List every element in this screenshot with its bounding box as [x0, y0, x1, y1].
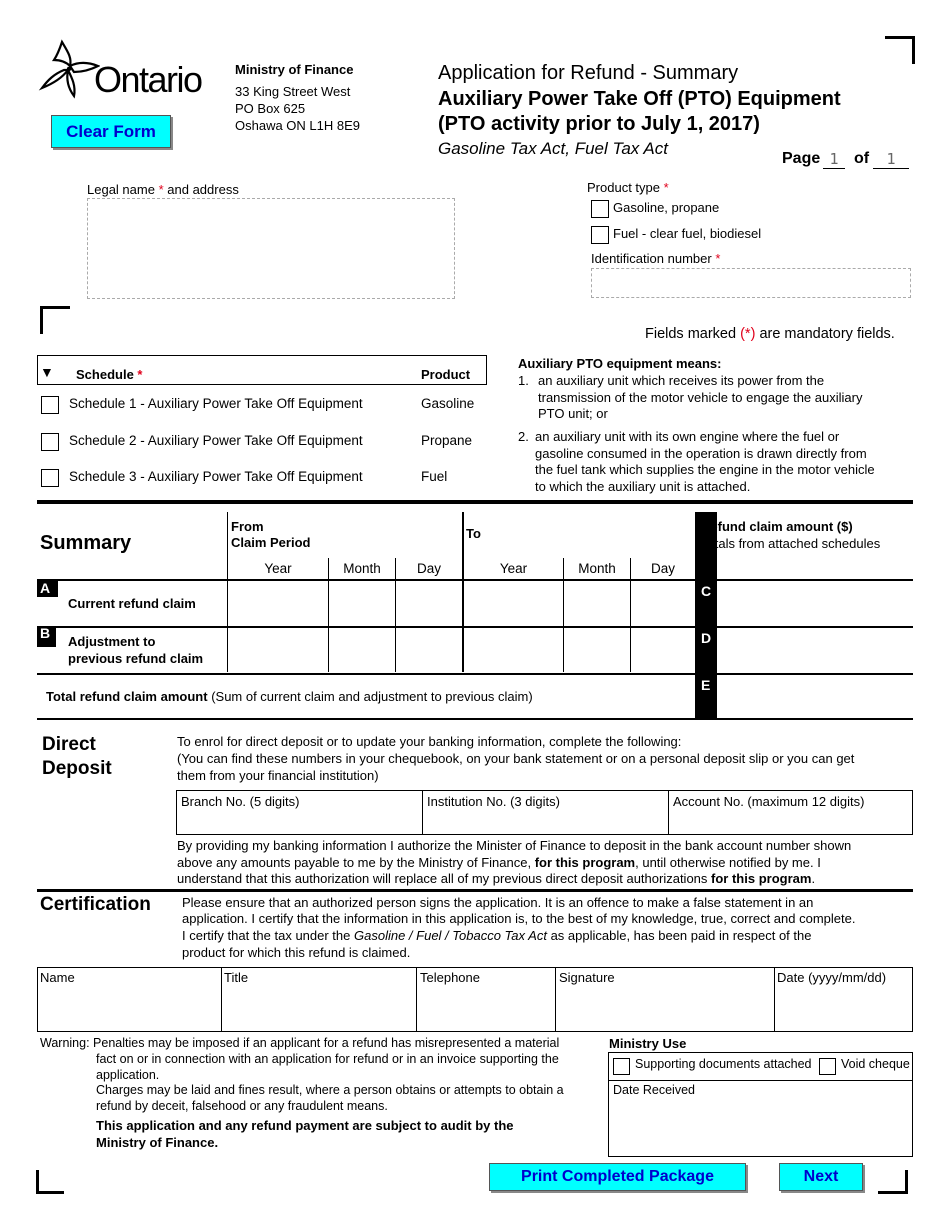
schedule-column-header: Schedule *	[76, 367, 143, 382]
summary-divider-from	[227, 512, 228, 672]
page-label: Page	[782, 150, 821, 167]
ministry-use-title: Ministry Use	[609, 1036, 687, 1051]
current-from-year-input[interactable]	[229, 582, 327, 625]
ontario-logo	[38, 38, 218, 102]
warning-line2: fact on or in connection with an application for refund or in an invoice supporting the	[96, 1052, 559, 1066]
adjustment-from-day-input[interactable]	[397, 629, 461, 672]
pto-means-item2-line1: an auxiliary unit with its own engine where the fuel or	[535, 429, 840, 444]
void-cheque-label: Void cheque	[841, 1057, 910, 1071]
direct-deposit-title-line1: Direct	[42, 734, 96, 755]
title-field[interactable]	[221, 967, 417, 1032]
page-number-field[interactable]: 1	[823, 150, 845, 169]
date-label: Date (yyyy/mm/dd)	[777, 970, 887, 985]
clear-form-button[interactable]: Clear Form	[51, 115, 171, 148]
from-label: From	[231, 519, 264, 534]
schedule-1-checkbox[interactable]	[41, 396, 59, 414]
schedule-3-product: Fuel	[421, 469, 448, 484]
schedule-3-label: Schedule 3 - Auxiliary Power Take Off Equipment	[69, 469, 363, 484]
of-label: of	[854, 150, 870, 167]
name-label: Name	[40, 970, 75, 985]
corner-mark-top-right	[885, 36, 915, 64]
telephone-label: Telephone	[420, 970, 480, 985]
identification-number-field[interactable]	[591, 268, 911, 298]
form-subtitle-period: (PTO activity prior to July 1, 2017)	[438, 113, 760, 135]
certification-top-rule	[37, 889, 913, 892]
institution-number-label: Institution No. (3 digits)	[427, 794, 560, 809]
ministry-address-line3: Oshawa ON L1H 8E9	[235, 118, 361, 133]
supporting-documents-label: Supporting documents attached	[635, 1057, 812, 1071]
row-e-letter: E	[701, 677, 711, 693]
ministry-name: Ministry of Finance	[235, 62, 354, 77]
certification-line4: product for which this refund is claimed.	[182, 945, 411, 960]
current-to-year-input[interactable]	[465, 582, 562, 625]
identification-number-label: Identification number *	[591, 251, 721, 266]
title-label: Title	[224, 970, 249, 985]
to-month-header: Month	[578, 561, 616, 576]
gasoline-propane-label: Gasoline, propane	[613, 200, 720, 215]
legal-name-address-field[interactable]	[87, 198, 455, 299]
product-column-header: Product	[421, 367, 471, 382]
pto-means-item2-line3: the fuel tank which supplies the engine in the motor vehicle	[535, 462, 875, 477]
current-to-month-input[interactable]	[565, 582, 629, 625]
mandatory-note: Fields marked (*) are mandatory fields.	[645, 326, 895, 342]
current-from-month-input[interactable]	[330, 582, 394, 625]
summary-bottom-rule	[37, 718, 913, 720]
total-refund-label: Total refund claim amount (Sum of current claim and adjustment to previous claim)	[46, 689, 533, 704]
summary-divider-to	[462, 512, 464, 672]
summary-row-e-top	[37, 673, 913, 675]
row-a-letter: A	[37, 580, 58, 597]
deposit-intro-line2: (You can find these numbers in your chequebook, on your bank statement or on a personal deposit slip or you can get	[177, 751, 855, 766]
pto-means-item1-number: 1.	[518, 373, 529, 388]
current-refund-claim-label: Current refund claim	[68, 596, 196, 611]
adjustment-label-line2: previous refund claim	[68, 651, 204, 666]
refund-claim-title: Refund claim amount ($)	[701, 519, 853, 534]
refund-claim-subtitle: Totals from attached schedules	[701, 536, 881, 551]
pto-means-title: Auxiliary PTO equipment means:	[518, 356, 722, 371]
pto-means-item1-line2: transmission of the motor vehicle to engage the auxiliary	[538, 390, 863, 405]
adjustment-from-year-input[interactable]	[229, 629, 327, 672]
summary-top-rule	[37, 500, 913, 504]
warning-line4: Charges may be laid and fines result, where a person obtains or attempts to obtain a	[96, 1083, 564, 1097]
fuel-checkbox[interactable]	[591, 226, 609, 244]
form-title: Application for Refund - Summary	[438, 62, 739, 84]
logo-wordmark: Ontario	[94, 59, 202, 100]
adjustment-to-month-input[interactable]	[565, 629, 629, 672]
schedule-1-label: Schedule 1 - Auxiliary Power Take Off Equipment	[69, 396, 363, 411]
form-acts: Gasoline Tax Act, Fuel Tax Act	[438, 139, 668, 158]
ministry-address-line2: PO Box 625	[235, 101, 306, 116]
pto-means-item2-number: 2.	[518, 429, 529, 444]
product-type-label: Product type *	[587, 180, 669, 195]
form-subtitle: Auxiliary Power Take Off (PTO) Equipment	[438, 88, 841, 110]
adjustment-amount-input[interactable]	[718, 629, 912, 672]
pto-means-item1-line1: an auxiliary unit which receives its power from the	[538, 373, 825, 388]
summary-row-a-top	[37, 579, 913, 581]
next-button[interactable]: Next	[779, 1163, 863, 1191]
certification-title: Certification	[40, 894, 151, 915]
from-day-header: Day	[416, 561, 441, 576]
schedule-1-product: Gasoline	[421, 396, 475, 411]
audit-notice-line2: Ministry of Finance.	[96, 1135, 219, 1150]
row-c-letter: C	[701, 583, 712, 599]
gasoline-propane-checkbox[interactable]	[591, 200, 609, 218]
adjustment-to-year-input[interactable]	[465, 629, 562, 672]
direct-deposit-title-line2: Deposit	[42, 758, 112, 779]
current-from-day-input[interactable]	[397, 582, 461, 625]
schedule-3-checkbox[interactable]	[41, 469, 59, 487]
certification-line1: Please ensure that an authorized person signs the application. It is an offence to make a false statement in an	[182, 895, 814, 910]
certification-line2: application. I certify that the information in this application is, to the best of my knowledge, true, correct and complete.	[182, 911, 856, 926]
pto-means-item2-line2: gasoline consumed in the operation is drawn directly from	[535, 446, 867, 461]
void-cheque-checkbox[interactable]	[819, 1058, 836, 1075]
adjustment-to-day-input[interactable]	[632, 629, 694, 672]
corner-mark-bottom-left	[36, 1170, 64, 1194]
current-refund-amount-input[interactable]	[718, 582, 912, 625]
to-year-header: Year	[499, 561, 528, 576]
pto-means-item1-line3: PTO unit; or	[538, 406, 608, 421]
from-month-header: Month	[343, 561, 381, 576]
deposit-auth-line2: above any amounts payable to me by the Ministry of Finance, for this program, until otherwise notified by me. I	[177, 855, 821, 870]
to-day-header: Day	[650, 561, 675, 576]
deposit-intro-line1: To enrol for direct deposit or to update your banking information, complete the following:	[177, 734, 682, 749]
adjustment-label-line1: Adjustment to	[68, 634, 156, 649]
date-received-label: Date Received	[613, 1083, 695, 1097]
ministry-address-line1: 33 King Street West	[235, 84, 351, 99]
page-total-field[interactable]: 1	[873, 150, 909, 169]
schedule-2-product: Propane	[421, 433, 473, 448]
supporting-documents-checkbox[interactable]	[613, 1058, 630, 1075]
schedule-2-checkbox[interactable]	[41, 433, 59, 451]
schedule-2-label: Schedule 2 - Auxiliary Power Take Off Equipment	[69, 433, 363, 448]
deposit-intro-line3: them from your financial institution)	[177, 768, 379, 783]
summary-title: Summary	[40, 532, 132, 554]
current-to-day-input[interactable]	[632, 582, 694, 625]
corner-mark-bottom-right	[878, 1170, 908, 1194]
corner-mark-mid-left	[40, 306, 70, 334]
row-d-letter: D	[701, 630, 712, 646]
fuel-label: Fuel - clear fuel, biodiesel	[613, 226, 762, 241]
signature-label: Signature	[559, 970, 615, 985]
certification-line3: I certify that the tax under the Gasoline / Fuel / Tobacco Tax Act as applicable, has been paid in respect of the	[182, 928, 812, 943]
warning-line3: application.	[96, 1068, 160, 1082]
print-completed-package-button[interactable]: Print Completed Package	[489, 1163, 746, 1191]
summary-row-b-top	[37, 626, 913, 628]
warning-line5: refund by deceit, falsehood or any fraudulent means.	[96, 1099, 388, 1113]
branch-number-label: Branch No. (5 digits)	[181, 794, 300, 809]
audit-notice-line1: This application and any refund payment are subject to audit by the	[96, 1118, 514, 1133]
deposit-auth-line3: understand that this authorization will replace all of my previous direct deposit authorizations for this program.	[177, 871, 816, 886]
trillium-icon	[38, 38, 100, 100]
from-year-header: Year	[264, 561, 292, 576]
claim-period-label: Claim Period	[231, 535, 311, 550]
warning-line1: Warning: Penalties may be imposed if an applicant for a refund has misrepresented a material	[40, 1036, 560, 1050]
schedule-sort-arrow[interactable]: ▼	[40, 364, 54, 380]
ministry-use-divider	[608, 1080, 913, 1081]
to-label: To	[466, 526, 481, 541]
row-b-letter: B	[37, 627, 56, 647]
total-refund-amount-input[interactable]	[718, 676, 912, 717]
deposit-auth-line1: By providing my banking information I authorize the Minister of Finance to deposit in the bank account number shown	[177, 838, 852, 853]
pto-means-item2-line4: to which the auxiliary unit is attached.	[535, 479, 751, 494]
adjustment-from-month-input[interactable]	[330, 629, 394, 672]
legal-name-label: Legal name * and address	[87, 182, 239, 197]
account-number-label: Account No. (maximum 12 digits)	[673, 794, 865, 809]
